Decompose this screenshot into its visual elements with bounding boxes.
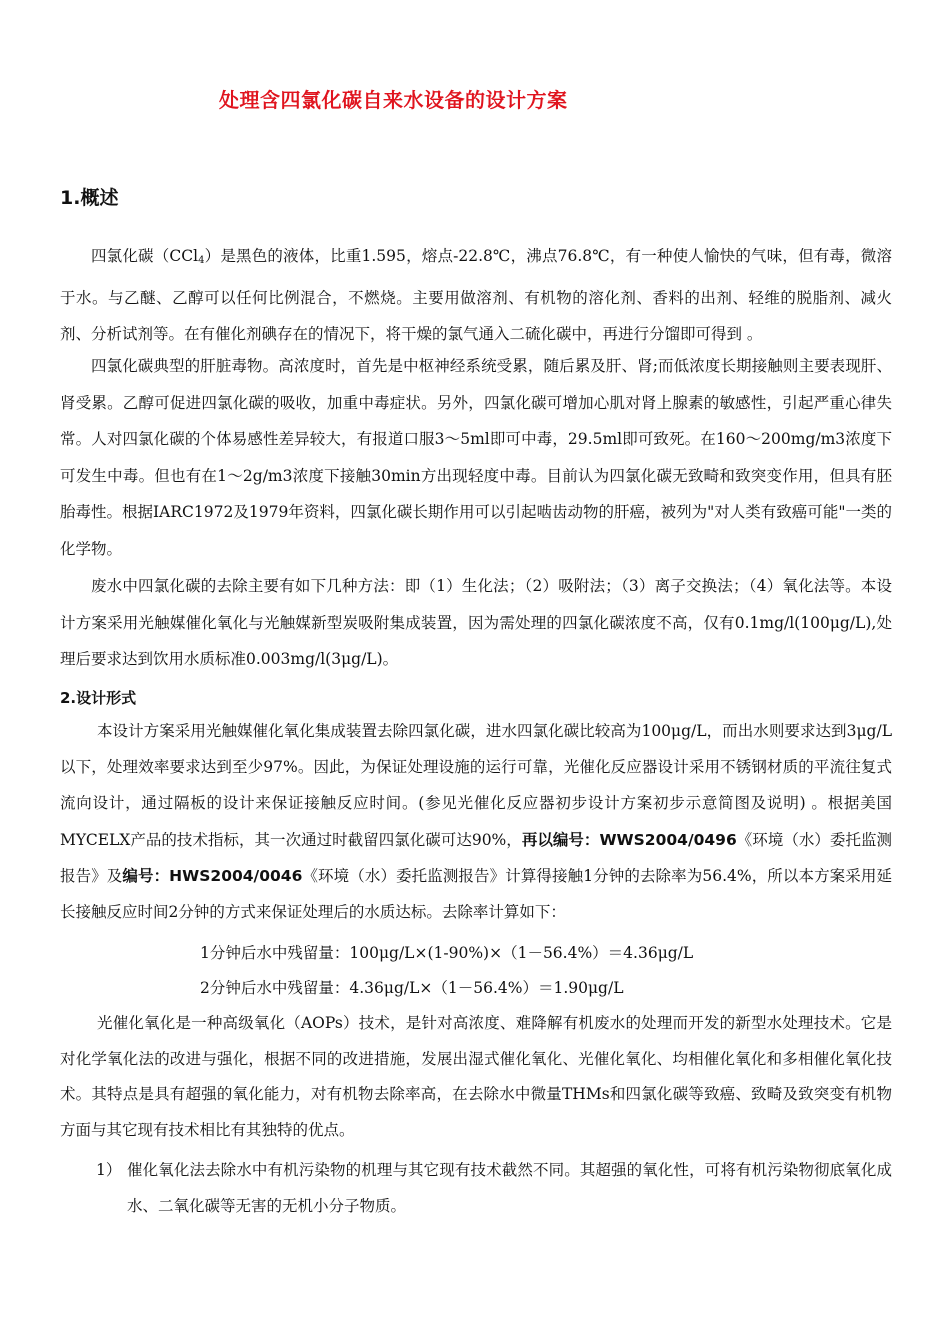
calculation-line-1min: 1分钟后水中残留量：100μg/L×(1-90%)×（1－56.4%）＝4.36μg/L bbox=[200, 944, 694, 962]
report-number-bold: 编号：HWS2004/0046 bbox=[122, 866, 303, 885]
section-heading-design: 2.设计形式 bbox=[60, 689, 137, 707]
paragraph-photocatalytic-oxidation: 光催化氧化是一种高级氧化（AOPs）技术，是针对高浓度、难降解有机废水的处理而开发的新型水处理技术。它是对化学氧化法的改进与强化，根据不同的改进措施，发展出湿式催化氧化、光催化氧化、均相催化氧化和多相催化氧化技术。其特点是具有超强的氧化能力，对有机物去除率高，在去除水中微量THMs和四氯化碳等致癌、致畸及致突变有机物方面与其它现有技术相比有其独特的优点。 bbox=[60, 1014, 892, 1139]
list-item-number: 1） bbox=[96, 1161, 122, 1179]
subscript-4: 4 bbox=[198, 255, 205, 266]
paragraph-removal-methods: 废水中四氯化碳的去除主要有如下几种方法：即（1）生化法；（2）吸附法；（3）离子交换法；（4）氧化法等。本设计方案采用光触媒催化氧化与光触媒新型炭吸附集成装置，因为需处理的四氯化碳浓度不高，仅有0.1mg/l(100μg/L),处理后要求达到饮用水质标准0.003mg/l(3μg/L)。 bbox=[60, 577, 892, 669]
list-item-text: 催化氧化法去除水中有机污染物的机理与其它现有技术截然不同。其超强的氧化性，可将有机污染物彻底氧化成水、二氧化碳等无害的无机小分子物质。 bbox=[127, 1161, 892, 1215]
paragraph-text: 四氯化碳（CCl bbox=[91, 247, 199, 265]
paragraph-text: 本设计方案采用光触媒催化氧化集成装置去除四氯化碳，进水四氯化碳比较高为100μg/L，而出水则要求达到3μg/L以下，处理效率要求达到至少97%。因此，为保证处理设施的运行可靠，光催化反应器设计采用不锈钢材质的平流往复式流向设计，通过隔板的设计来保证接触反应时间。(参见光催化反应器初步设计方案初步示意简图及说明) 。根据美国MYCELX产品的技术指标，其一次通过时截留四氯化碳可达90%， bbox=[60, 722, 892, 849]
section-heading-overview: 1.概述 bbox=[60, 187, 119, 209]
paragraph-design-description bbox=[60, 713, 892, 930]
list-item bbox=[96, 1152, 892, 1224]
report-number-bold: 再以编号：WWS2004/0496 bbox=[521, 830, 737, 849]
document-title: 处理含四氯化碳自来水设备的设计方案 bbox=[219, 88, 568, 112]
paragraph-text: ）是黑色的液体，比重1.595，熔点-22.8℃，沸点76.8℃，有一种使人愉快的气味，但有毒，微溶于水。与乙醚、乙醇可以任何比例混合，不燃烧。主要用做溶剂、有机物的溶化剂、香料的出剂、轻维的脱脂剂、减火剂、分析试剂等。在有催化剂碘存在的情况下，将干燥的氯气通入二硫化碳中，再进行分馏即可得到 。 bbox=[60, 247, 892, 344]
paragraph-text: 《环境（水）委托监测报告》及 bbox=[60, 830, 892, 885]
paragraph-toxicity: 四氯化碳典型的肝脏毒物。高浓度时，首先是中枢神经系统受累，随后累及肝、肾;而低浓度长期接触则主要表现肝、肾受累。乙醇可促进四氯化碳的吸收，加重中毒症状。另外，四氯化碳可增加心肌对肾上腺素的敏感性，引起严重心律失常。人对四氯化碳的个体易感性差异较大，有报道口服3～5ml即可中毒，29.5ml即可致死。在160～200mg/m3浓度下可发生中毒。但也有在1～2g/m3浓度下接触30min方出现轻度中毒。目前认为四氯化碳无致畸和致突变作用，但具有胚胎毒性。根据IARC1972及1979年资料，四氯化碳长期作用可以引起啮齿动物的肝癌，被列为"对人类有致癌可能"一类的化学物。 bbox=[60, 357, 892, 558]
calculation-line-2min: 2分钟后水中残留量：4.36μg/L×（1－56.4%）＝1.90μg/L bbox=[200, 979, 624, 997]
paragraph-ccl4-properties bbox=[60, 238, 892, 353]
paragraph-text: 《环境（水）委托监测报告》计算得接触1分钟的去除率为56.4%，所以本方案采用延长接触反应时间2分钟的方式来保证处理后的水质达标。去除率计算如下： bbox=[60, 866, 892, 922]
